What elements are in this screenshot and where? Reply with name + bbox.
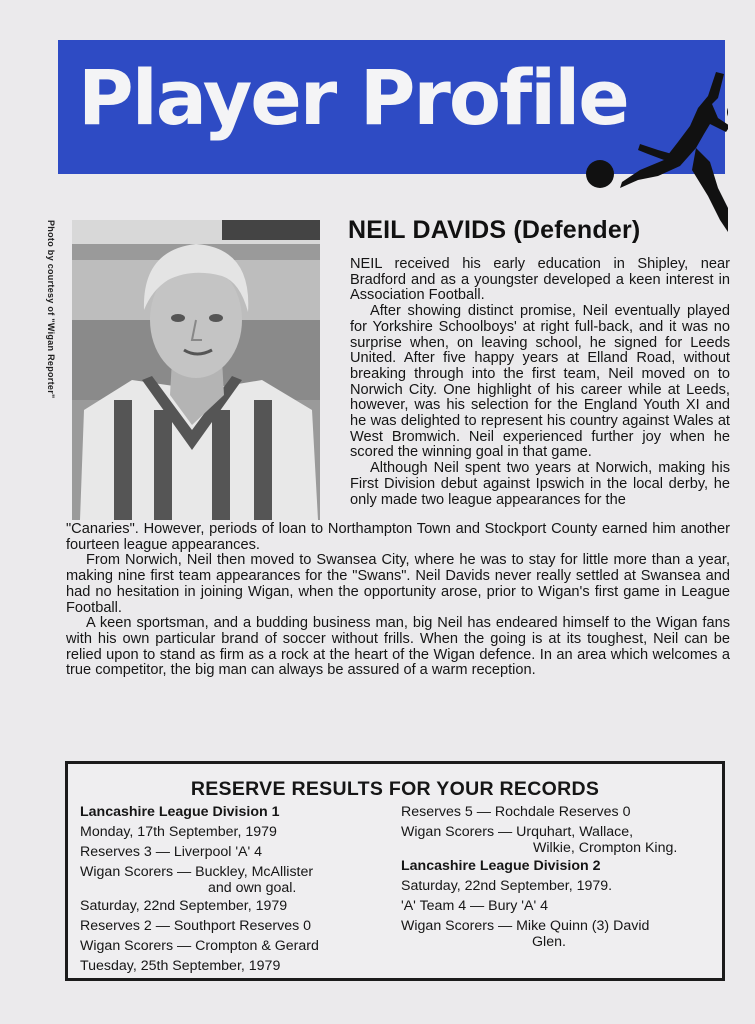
results-right-column — [401, 802, 716, 950]
league-heading: Lancashire League Division 1 — [80, 804, 280, 820]
article-paragraph: NEIL received his early education in Shipley, near Bradford and as a youngster developed a keen interest in Association Football. — [350, 256, 730, 304]
match-date: Saturday, 22nd September, 1979. — [401, 878, 613, 894]
scorers-line: Wigan Scorers — Urquhart, Wallace, — [401, 824, 634, 840]
article-column-full — [66, 522, 730, 679]
match-result: Reserves 2 — Southport Reserves 0 — [80, 918, 312, 934]
match-result: Reserves 5 — Rochdale Reserves 0 — [401, 804, 631, 820]
scorers-line: Wigan Scorers — Crompton & Gerard — [80, 938, 319, 954]
player-portrait-icon — [72, 220, 320, 520]
article-paragraph: "Canaries". However, periods of loan to Northampton Town and Stockport County earned him another fourteen league appearances. — [66, 521, 730, 553]
match-result: 'A' Team 4 — Bury 'A' 4 — [401, 898, 548, 914]
scorers-line: Wigan Scorers — Mike Quinn (3) David — [401, 918, 650, 934]
results-left-column — [80, 802, 390, 976]
match-result: Reserves 3 — Liverpool 'A' 4 — [80, 844, 263, 860]
match-date: Monday, 17th September, 1979 — [80, 824, 277, 840]
reserve-results-box — [65, 761, 725, 981]
article-paragraph: Although Neil spent two years at Norwich, making his First Division debut against Ipswich in the local derby, he only made two league appearances for the — [350, 460, 730, 508]
scorers-line: Wigan Scorers — Buckley, McAllister — [80, 864, 314, 880]
banner-title: Player Profile — [78, 53, 628, 142]
player-profile-banner — [58, 40, 725, 174]
article-paragraph: After showing distinct promise, Neil eventually played for Yorkshire Schoolboys' at right full-back, and it was no surprise when, on leaving school, he signed for Leeds United. After five happy years at Elland Road, without breaking through into the first team, Neil moved on to Norwich City. One highlight of his career while at Leeds, however, was his selection for the England Youth XI and he was delighted to represent his country against Wales at West Bromwich. Neil experienced further joy when he scored the winning goal in that game. — [350, 303, 730, 461]
photo-credit: Photo by courtesy of "Wigan Reporter" — [46, 220, 56, 399]
scorers-line: Glen. — [532, 934, 566, 950]
article-column-right — [350, 257, 730, 508]
player-name-heading: NEIL DAVIDS (Defender) — [348, 216, 641, 244]
match-date: Tuesday, 25th September, 1979 — [80, 958, 281, 974]
results-title: RESERVE RESULTS FOR YOUR RECORDS — [190, 778, 600, 800]
match-date: Saturday, 22nd September, 1979 — [80, 898, 288, 914]
scorers-line: Wilkie, Crompton King. — [533, 840, 678, 856]
article-paragraph: A keen sportsman, and a budding business man, big Neil has endeared himself to the Wigan fans with his own particular brand of soccer without frills. When the going is at its toughest, Neil can be relied upon to stand as firm as a rock at the heart of the Wigan defence. In an area which welcomes a true competitor, the big man can always be assured of a warm reception. — [66, 615, 730, 679]
league-heading: Lancashire League Division 2 — [401, 858, 601, 874]
article-paragraph: From Norwich, Neil then moved to Swansea City, where he was to stay for little more than a year, making nine first team appearances for the "Swans". Neil Davids never really settled at Swansea and had no hesitation in joining Wigan, when the opportunity arose, prior to Wigan's first game in League Football. — [66, 552, 730, 616]
player-photo — [72, 220, 320, 520]
scorers-line: and own goal. — [208, 880, 297, 896]
